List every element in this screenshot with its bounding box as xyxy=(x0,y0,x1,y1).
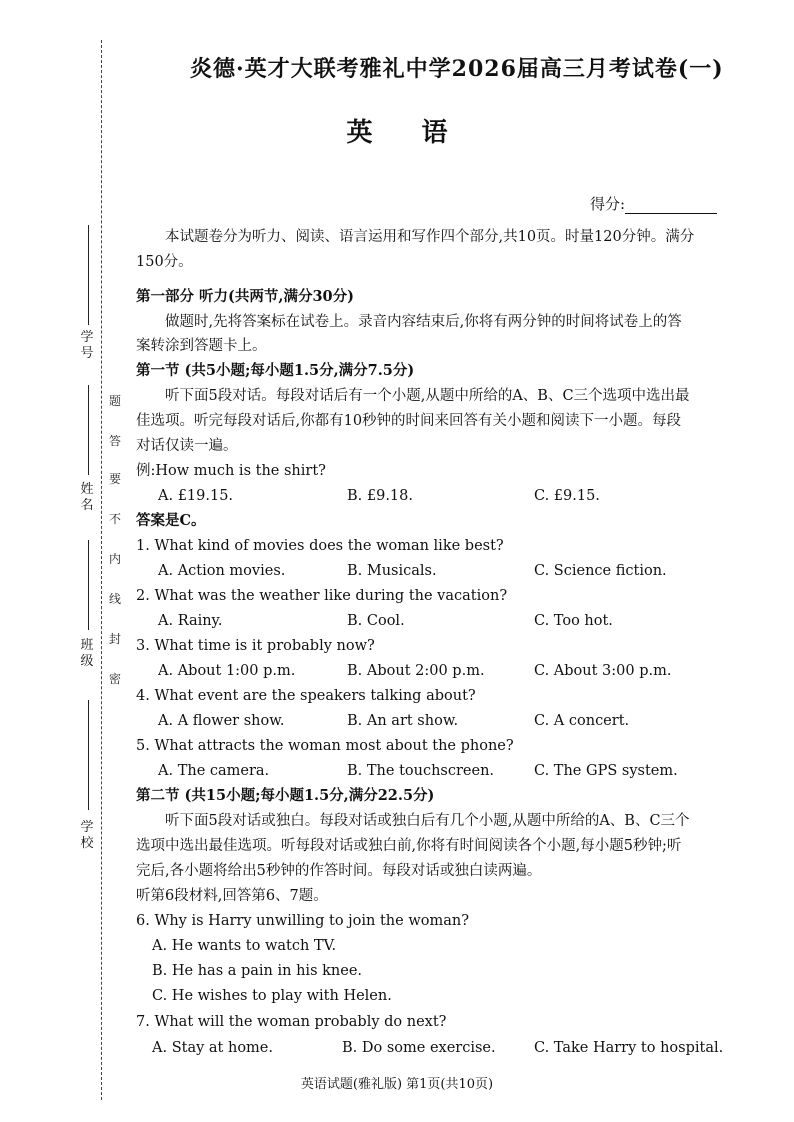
school-label: 学校 xyxy=(80,820,94,851)
question-4-option-c: C. A concert. xyxy=(534,713,630,729)
seal-char: 题 xyxy=(108,394,121,408)
seal-char: 密 xyxy=(108,672,121,686)
question-5-option-a: A. The camera. xyxy=(158,763,270,779)
question-1: 1. What kind of movies does the woman like best? xyxy=(136,538,504,554)
section1-instruction-2: 佳选项。听完每段对话后,你都有10秒钟的时间来回答有关小题和阅读下一小题。每段 xyxy=(136,413,682,429)
seal-char: 线 xyxy=(108,592,121,606)
score-label: 得分: xyxy=(590,195,626,213)
part1-heading: 第一部分 听力(共两节,满分30分) xyxy=(136,288,354,305)
seal-char: 要 xyxy=(108,472,121,486)
section2-heading: 第二节 (共15小题;每小题1.5分,满分22.5分) xyxy=(136,787,435,804)
question-1-option-a: A. Action movies. xyxy=(158,563,286,579)
question-2-option-a: A. Rainy. xyxy=(158,613,223,629)
section2-instruction-1: 听下面5段对话或独白。每段对话或独白后有几个小题,从题中所给的A、B、C三个 xyxy=(165,813,690,829)
section2-instruction-3: 完后,各小题将给出5秒钟的作答时间。每段对话或独白读两遍。 xyxy=(136,863,542,879)
example-question: 例:How much is the shirt? xyxy=(136,463,326,479)
question-6: 6. Why is Harry unwilling to join the woman? xyxy=(136,913,469,929)
exam-title: 炎德·英才大联考雅礼中学2026届高三月考试卷(一) xyxy=(190,56,724,82)
example-option-b: B. £9.18. xyxy=(347,488,413,504)
class-label: 班级 xyxy=(80,638,94,669)
question-2: 2. What was the weather like during the vacation? xyxy=(136,588,508,604)
question-2-option-b: B. Cool. xyxy=(347,613,405,629)
class-underline xyxy=(88,540,89,630)
student-id-label: 学号 xyxy=(80,330,94,361)
section1-heading: 第一节 (共5小题;每小题1.5分,满分7.5分) xyxy=(136,362,415,379)
question-5-option-c: C. The GPS system. xyxy=(534,763,678,779)
seal-char: 封 xyxy=(108,632,121,646)
subject-title: 英 语 xyxy=(346,118,468,148)
page-footer: 英语试题(雅礼版) 第1页(共10页) xyxy=(300,1077,494,1092)
question-5: 5. What attracts the woman most about the phone? xyxy=(136,738,514,754)
question-2-option-c: C. Too hot. xyxy=(534,613,613,629)
seal-char: 内 xyxy=(108,552,121,566)
seal-char: 不 xyxy=(108,512,121,526)
score-blank[interactable] xyxy=(625,199,717,214)
question-6-option-a: A. He wants to watch TV. xyxy=(152,938,337,954)
question-3-option-b: B. About 2:00 p.m. xyxy=(347,663,485,679)
question-6-option-c: C. He wishes to play with Helen. xyxy=(152,988,392,1004)
example-option-a: A. £19.15. xyxy=(158,488,234,504)
question-1-option-c: C. Science fiction. xyxy=(534,563,667,579)
question-4: 4. What event are the speakers talking about? xyxy=(136,688,476,704)
student-id-underline xyxy=(88,225,89,325)
question-3: 3. What time is it probably now? xyxy=(136,638,375,654)
question-4-option-b: B. An art show. xyxy=(347,713,459,729)
name-underline xyxy=(88,385,89,475)
intro-line-2: 150分。 xyxy=(136,254,193,270)
school-underline xyxy=(88,700,89,810)
example-answer: 答案是C。 xyxy=(136,512,206,529)
section2-instruction-2: 选项中选出最佳选项。听每段对话或独白前,你将有时间阅读各个小题,每小题5秒钟;听 xyxy=(136,838,682,854)
material-6-note: 听第6段材料,回答第6、7题。 xyxy=(136,888,328,904)
score-field xyxy=(590,193,717,214)
part1-instruction-1: 做题时,先将答案标在试卷上。录音内容结束后,你将有两分钟的时间将试卷上的答 xyxy=(165,314,682,330)
question-1-option-b: B. Musicals. xyxy=(347,563,437,579)
example-option-c: C. £9.15. xyxy=(534,488,600,504)
question-5-option-b: B. The touchscreen. xyxy=(347,763,495,779)
question-7-option-a: A. Stay at home. xyxy=(152,1040,273,1056)
name-label: 姓名 xyxy=(80,482,94,513)
question-3-option-c: C. About 3:00 p.m. xyxy=(534,663,672,679)
seal-char: 答 xyxy=(108,434,121,448)
section1-instruction-1: 听下面5段对话。每段对话后有一个小题,从题中所给的A、B、C三个选项中选出最 xyxy=(165,388,690,404)
intro-line-1: 本试题卷分为听力、阅读、语言运用和写作四个部分,共10页。时量120分钟。满分 xyxy=(165,229,695,245)
question-7-option-b: B. Do some exercise. xyxy=(342,1040,496,1056)
question-4-option-a: A. A flower show. xyxy=(158,713,285,729)
question-7: 7. What will the woman probably do next? xyxy=(136,1014,447,1030)
section1-instruction-3: 对话仅读一遍。 xyxy=(136,438,238,454)
seal-dashed-line xyxy=(101,40,102,1100)
question-6-option-b: B. He has a pain in his knee. xyxy=(152,963,363,979)
part1-instruction-2: 案转涂到答题卡上。 xyxy=(136,338,267,354)
question-7-option-c: C. Take Harry to hospital. xyxy=(534,1040,724,1056)
question-3-option-a: A. About 1:00 p.m. xyxy=(158,663,296,679)
